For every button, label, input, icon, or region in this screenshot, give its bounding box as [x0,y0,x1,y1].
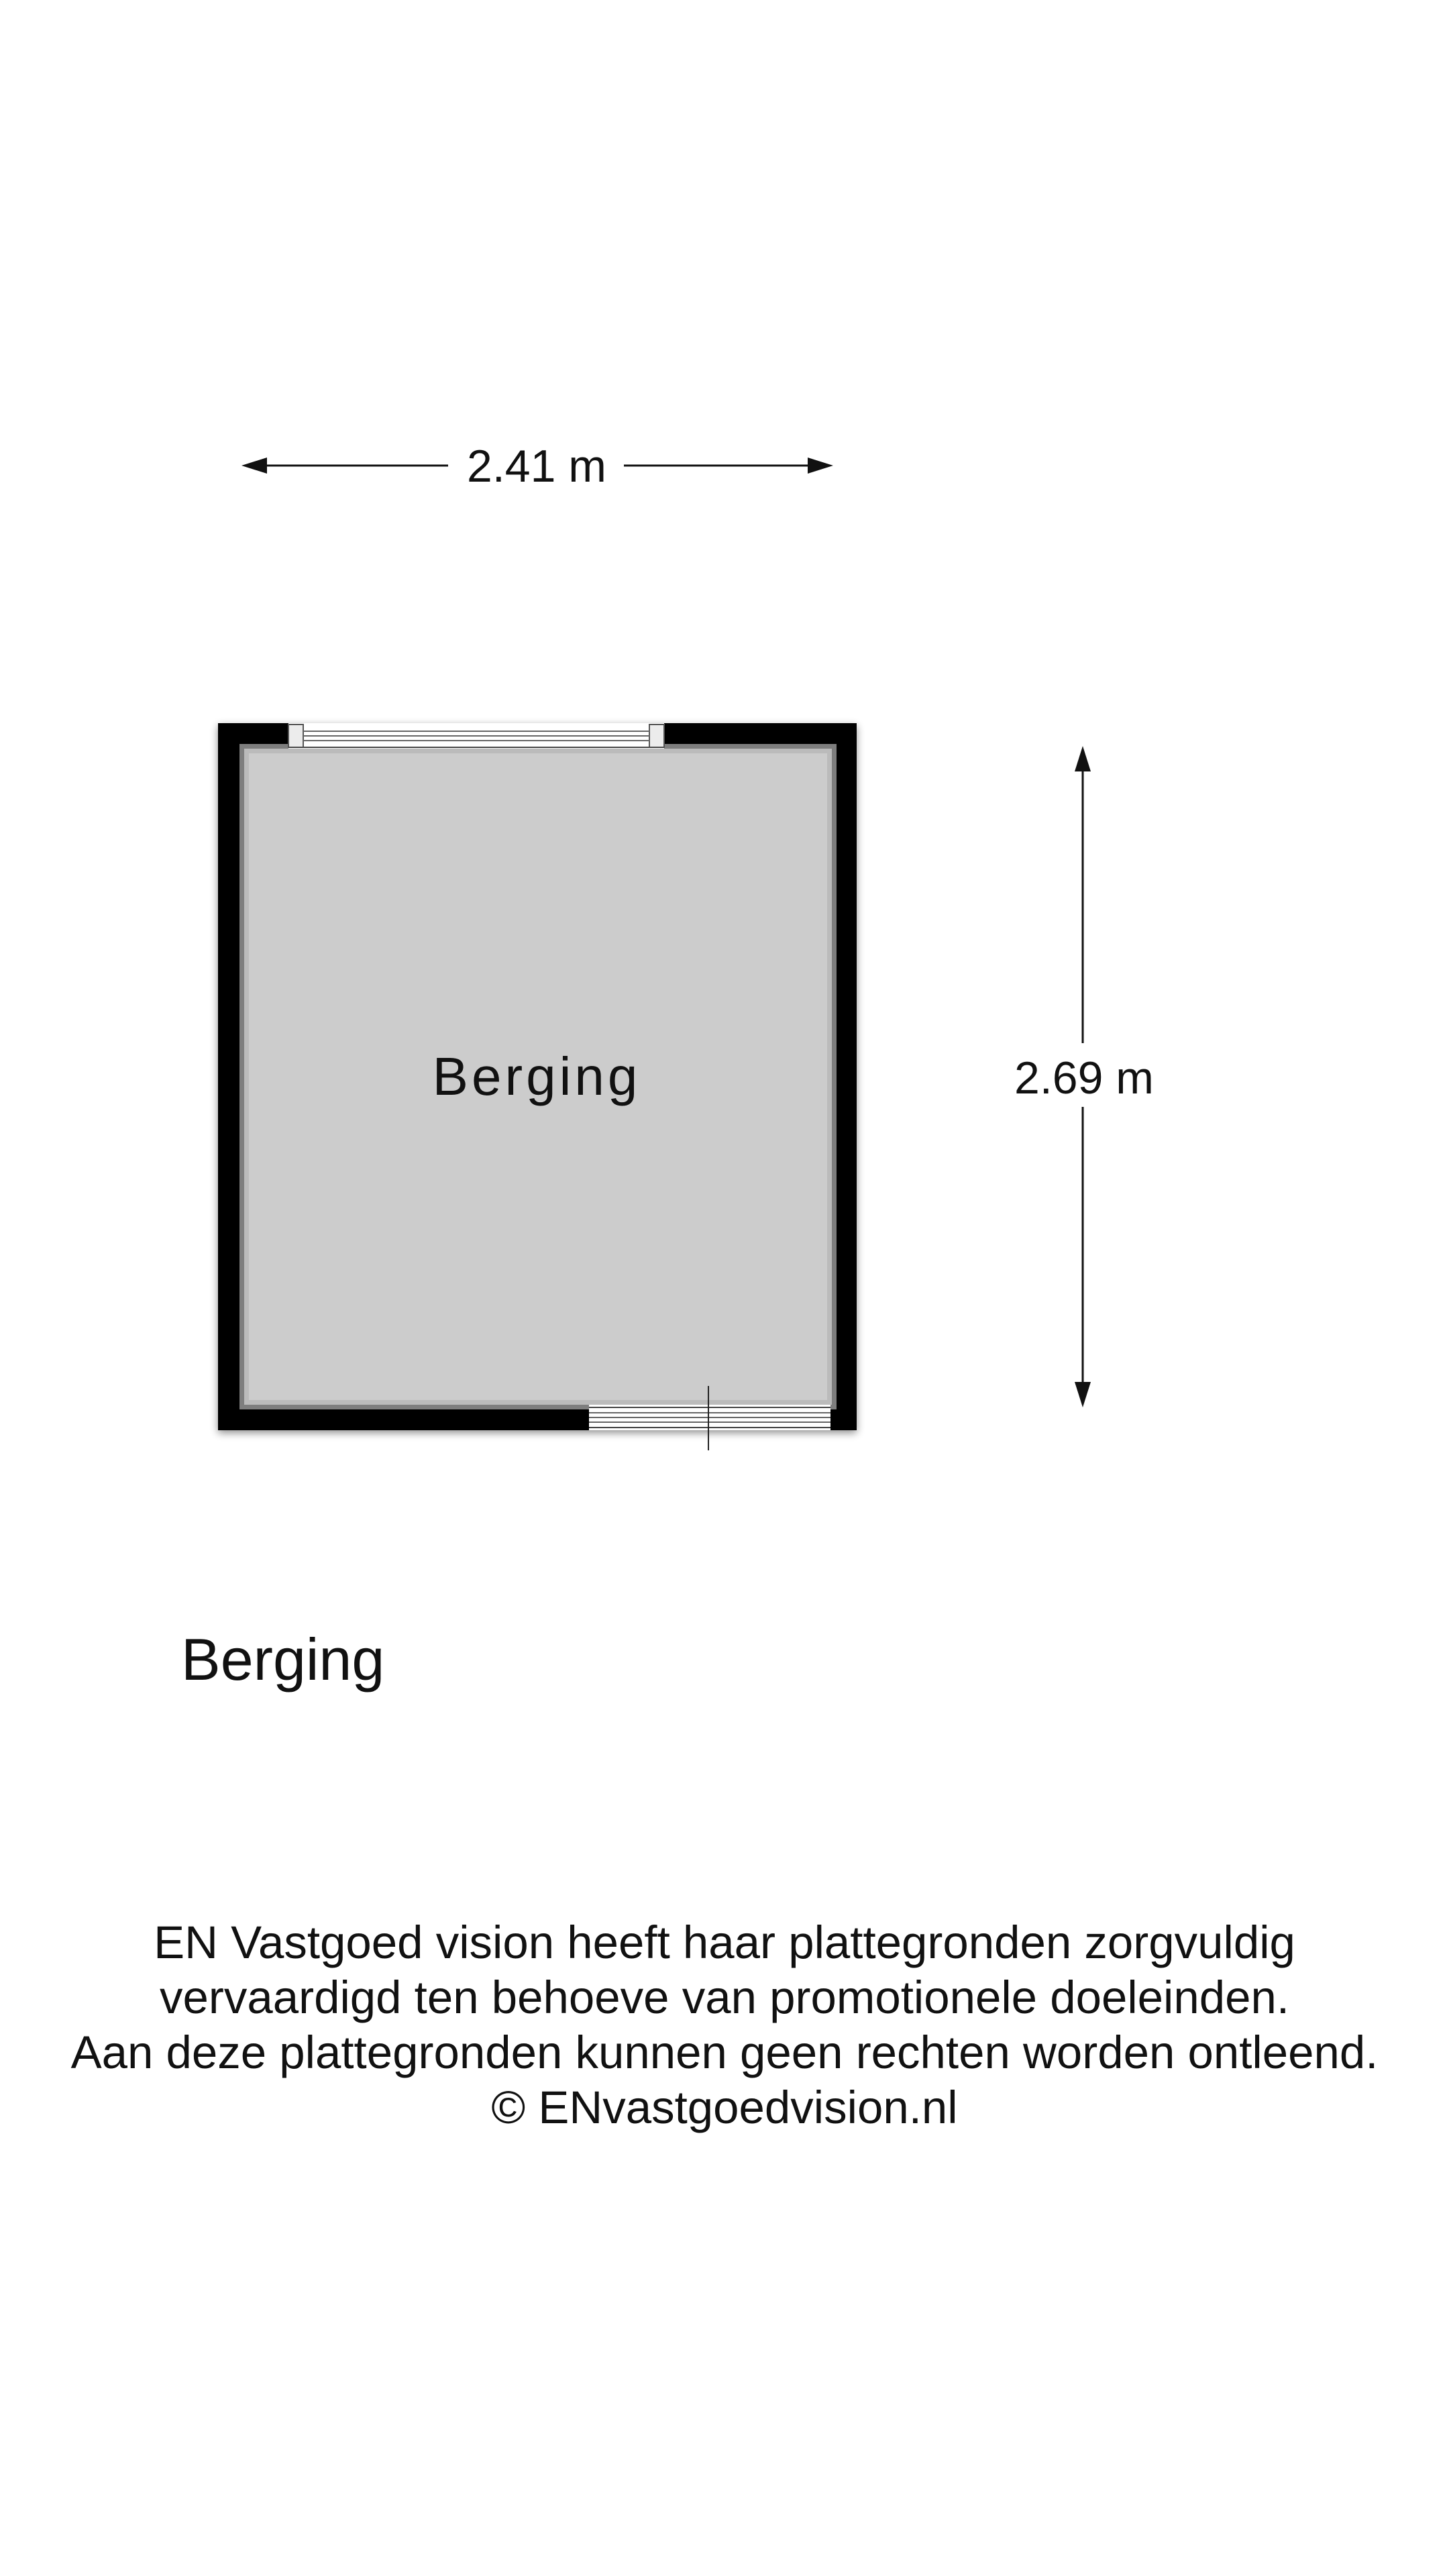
disclaimer-line-2: vervaardigd ten behoeve van promotionele doeleinden. [159,1972,1290,2023]
disclaimer-line-3: Aan deze plattegronden kunnen geen rechten worden ontleend. [70,2027,1379,2078]
disclaimer [0,1915,1449,2135]
arrow-right-icon [808,458,833,474]
height-dimension-label: 2.69 m [1014,1053,1154,1104]
top-window [288,723,664,749]
copyright-line: © ENvastgoedvision.nl [491,2082,958,2133]
arrow-left-icon [241,458,267,474]
disclaimer-line-1: EN Vastgoed vision heeft haar plattegronden zorgvuldig [154,1917,1295,1968]
height-dimension [1014,746,1154,1407]
room-label: Berging [432,1046,641,1106]
arrow-down-icon [1075,1382,1091,1407]
floor-caption: Berging [181,1626,385,1693]
width-dimension [241,441,833,492]
arrow-up-icon [1075,746,1091,771]
room-berging [218,723,857,1450]
width-dimension-label: 2.41 m [467,441,606,492]
